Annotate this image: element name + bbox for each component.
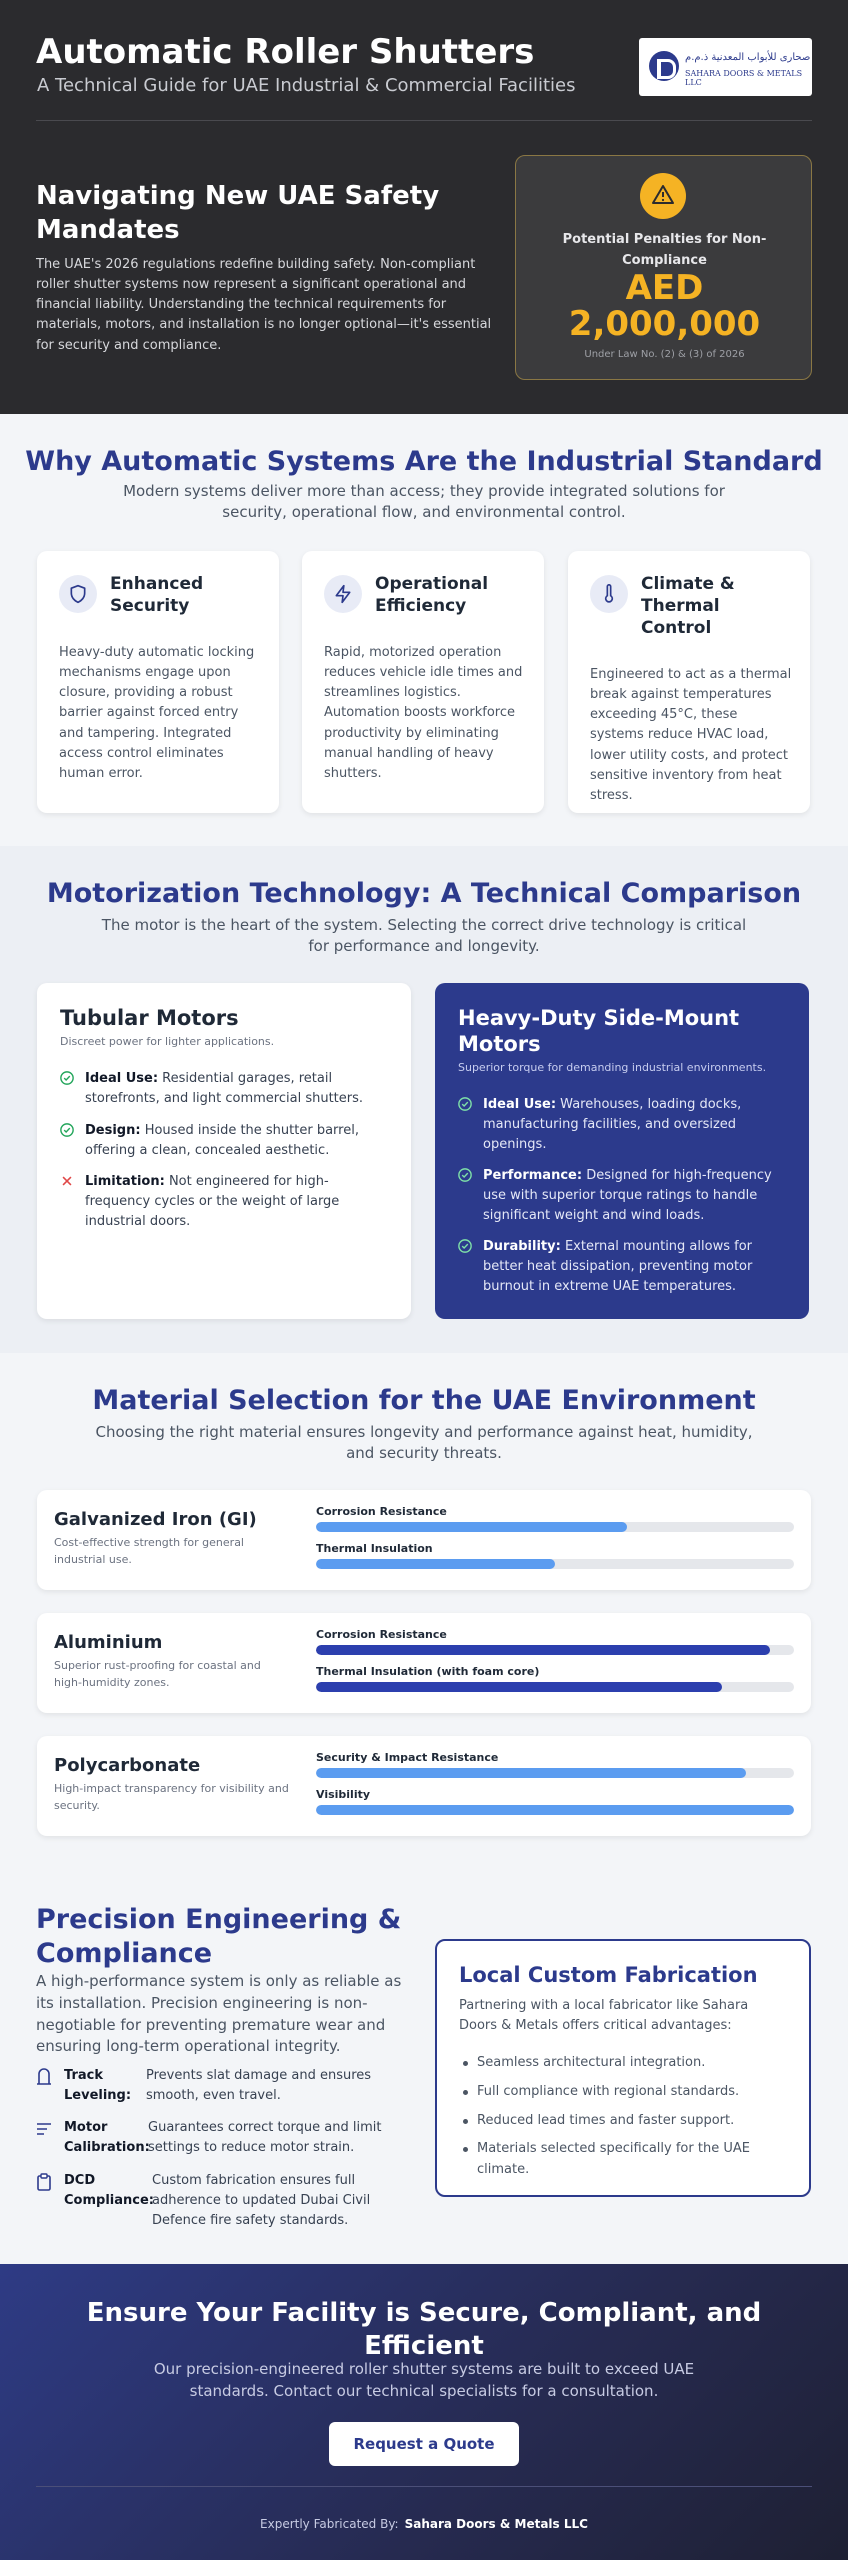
feature-card-climate [568,551,810,813]
list-item: Full compliance with regional standards. [459,2082,789,2103]
why-automatic-section [0,414,848,846]
track-icon [36,2068,52,2086]
precision-item-text: Guarantees correct torque and limit settings to reduce motor strain. [148,2120,382,2156]
rating-bar-fill [316,1522,627,1532]
motor-comparison-section [0,846,848,1353]
feature-text: Heavy-duty automatic locking mechanisms engage upon closure, providing a robust barrier against forced entry and tampering. Integrated access control eliminates human error. [59,645,255,781]
sliders-icon [36,2120,52,2138]
rating-bar [316,1559,794,1569]
footer-divider [36,2486,812,2487]
motor-card-subtitle: Superior torque for demanding industrial environments. [458,1061,767,1074]
logo-arabic-text: صحارى للأبواب المعدنية ذ.م.م [685,52,811,63]
rating-bar-label: Corrosion Resistance [316,1628,447,1641]
motor-feature-text: Not engineered for high-frequency cycles or the weight of large industrial doors. [85,1174,340,1230]
motor-feature-label: Design: [85,1123,141,1138]
mandate-title: Navigating New UAE Safety Mandates [36,181,440,245]
rating-bar-label: Visibility [316,1788,371,1801]
motor-feature-label: Performance: [483,1168,583,1183]
motor-feature-text: Residential garages, retail storefronts, and light commercial shutters. [85,1071,364,1107]
precision-item-label: Track Leveling: [64,2068,132,2104]
feature-title: Climate & Thermal Control [641,574,735,639]
feature-title: Operational Efficiency [375,574,489,617]
material-selection-section [0,1353,848,1871]
precision-item-label: DCD Compliance: [64,2173,154,2209]
check-circle-icon [458,1239,472,1253]
page-subtitle: A Technical Guide for UAE Industrial & Commercial Facilities [37,75,576,96]
fabrication-title: Local Custom Fabrication [459,1963,758,1987]
rating-bar-fill [316,1559,555,1569]
motor-card-title: Tubular Motors [60,1006,239,1030]
material-name: Aluminium [54,1632,163,1653]
feature-card-efficiency [302,551,544,813]
rating-bar [316,1805,794,1815]
penalty-card [515,155,812,380]
precision-title: Precision Engineering & Compliance [36,1904,402,1969]
check-circle-icon [60,1071,74,1085]
motor-card-title: Heavy-Duty Side-Mount Motors [458,1006,740,1057]
motor-feature-label: Ideal Use: [85,1071,159,1086]
rating-bar-label: Security & Impact Resistance [316,1751,499,1764]
feature-card-security [37,551,279,813]
rating-bar-label: Thermal Insulation [316,1542,433,1555]
list-item: Materials selected specifically for the UAE climate. [459,2139,789,2181]
fabrication-points [459,2053,789,2189]
precision-item-label: Motor Calibration: [64,2120,150,2156]
penalty-currency: AED [625,268,704,308]
feature-title: Enhanced Security [110,574,204,617]
page-title: Automatic Roller Shutters [36,32,535,72]
motor-feature-text: Designed for high-frequency use with superior torque ratings to handle significant weight and wind loads. [483,1168,772,1224]
feature-text: Rapid, motorized operation reduces vehicle idle times and streamlines logistics. Automation boosts workforce productivity by eliminating manual handling of heavy shutters. [324,645,523,781]
tubular-motor-card [37,983,411,1319]
hero-divider [36,120,812,121]
hero-section [0,0,848,414]
why-section-subtitle: Modern systems deliver more than access; they provide integrated solutions for security, operational flow, and environmental control. [123,482,725,521]
local-fabrication-card [435,1939,811,2197]
logo-mark-icon [649,51,679,81]
material-card-gi [37,1490,811,1590]
motor-feature-text: External mounting allows for better heat dissipation, preventing motor burnout in extreme UAE temperatures. [483,1239,753,1295]
rating-bar [316,1522,794,1532]
material-card-polycarbonate [37,1736,811,1836]
penalty-value: 2,000,000 [568,303,761,344]
rating-bar-label: Thermal Insulation (with foam core) [316,1665,540,1678]
material-name: Polycarbonate [54,1755,201,1776]
material-section-subtitle: Choosing the right material ensures longevity and performance against heat, humidity, and security threats. [95,1423,753,1462]
penalty-label: Potential Penalties for Non-Compliance [562,232,767,268]
cta-text: Our precision-engineered roller shutter systems are built to exceed UAE standards. Contact our technical specialists for a consultation. [153,2360,695,2400]
motor-feature-text: Housed inside the shutter barrel, offering a clean, concealed aesthetic. [85,1123,359,1159]
footer-credit [0,2517,848,2531]
clipboard-icon [36,2173,52,2191]
motor-section-title: Motorization Technology: A Technical Comparison [46,878,802,909]
check-circle-icon [60,1123,74,1137]
list-item: Reduced lead times and faster support. [459,2111,789,2132]
rating-bar [316,1768,794,1778]
rating-bar [316,1682,794,1692]
motor-feature-label: Durability: [483,1239,561,1254]
motor-card-subtitle: Discreet power for lighter applications. [60,1035,275,1048]
rating-bar-fill [316,1768,746,1778]
precision-engineering-section [0,1871,848,2264]
feature-text: Engineered to act as a thermal break against temperatures exceeding 45°C, these systems reduce HVAC load, lower utility costs, and protect sensitive inventory from heat stress. [590,667,792,803]
precision-text: A high-performance system is only as reliable as its installation. Precision engineering is non-negotiable for preventing premature wear and ensuring long-term operational integrity. [36,1972,402,2056]
fabrication-intro: Partnering with a local fabricator like Sahara Doors & Metals offers critical advantages: [459,1998,749,2034]
logo-english-text: SAHARA DOORS & METALS LLC [685,69,803,87]
shield-icon [59,575,97,613]
side-mount-motor-card [435,983,809,1319]
rating-bar [316,1645,794,1655]
call-to-action-section [0,2264,848,2560]
material-description: Superior rust-proofing for coastal and high-humidity zones. [54,1659,261,1689]
motor-feature-text: Warehouses, loading docks, manufacturing facilities, and oversized openings. [483,1097,742,1153]
precision-item-text: Custom fabrication ensures full adherence to updated Dubai Civil Defence fire safety standards. [152,2173,371,2229]
precision-item-text: Prevents slat damage and ensures smooth, even travel. [146,2068,372,2104]
rating-bar-fill [316,1645,770,1655]
check-circle-icon [458,1097,472,1111]
check-circle-icon [458,1168,472,1182]
material-section-title: Material Selection for the UAE Environment [92,1385,756,1416]
cta-title: Ensure Your Facility is Secure, Compliant, and Efficient [86,2298,762,2361]
x-mark-icon [60,1174,74,1188]
material-name: Galvanized Iron (GI) [54,1509,257,1530]
rating-bar-label: Corrosion Resistance [316,1505,447,1518]
why-section-title: Why Automatic Systems Are the Industrial Standard [25,446,823,477]
material-description: Cost-effective strength for general industrial use. [54,1536,244,1566]
rating-bar-fill [316,1682,722,1692]
motor-feature-label: Limitation: [85,1174,165,1189]
motor-section-subtitle: The motor is the heart of the system. Selecting the correct drive technology is critical for performance and longevity. [101,916,747,955]
mandate-text: The UAE's 2026 regulations redefine building safety. Non-compliant roller shutter systems now represent a significant operational and financial liability. Understanding the technical requirements for materials, motors, and installation is no longer optional—it's essential for security and compliance. [36,257,492,353]
material-description: High-impact transparency for visibility and security. [54,1782,289,1812]
thermometer-icon [590,575,628,613]
penalty-law-reference: Under Law No. (2) & (3) of 2026 [584,349,745,360]
request-quote-button[interactable]: Request a Quote [329,2422,519,2466]
warning-icon [640,173,686,219]
footer-label: Expertly Fabricated By: [260,2517,399,2531]
motor-feature-label: Ideal Use: [483,1097,557,1112]
lightning-icon [324,575,362,613]
company-logo [639,38,812,96]
penalty-amount [516,268,813,344]
list-item: Seamless architectural integration. [459,2053,789,2074]
rating-bar-fill [316,1805,794,1815]
material-card-aluminium [37,1613,811,1713]
footer-company: Sahara Doors & Metals LLC [404,2517,588,2531]
